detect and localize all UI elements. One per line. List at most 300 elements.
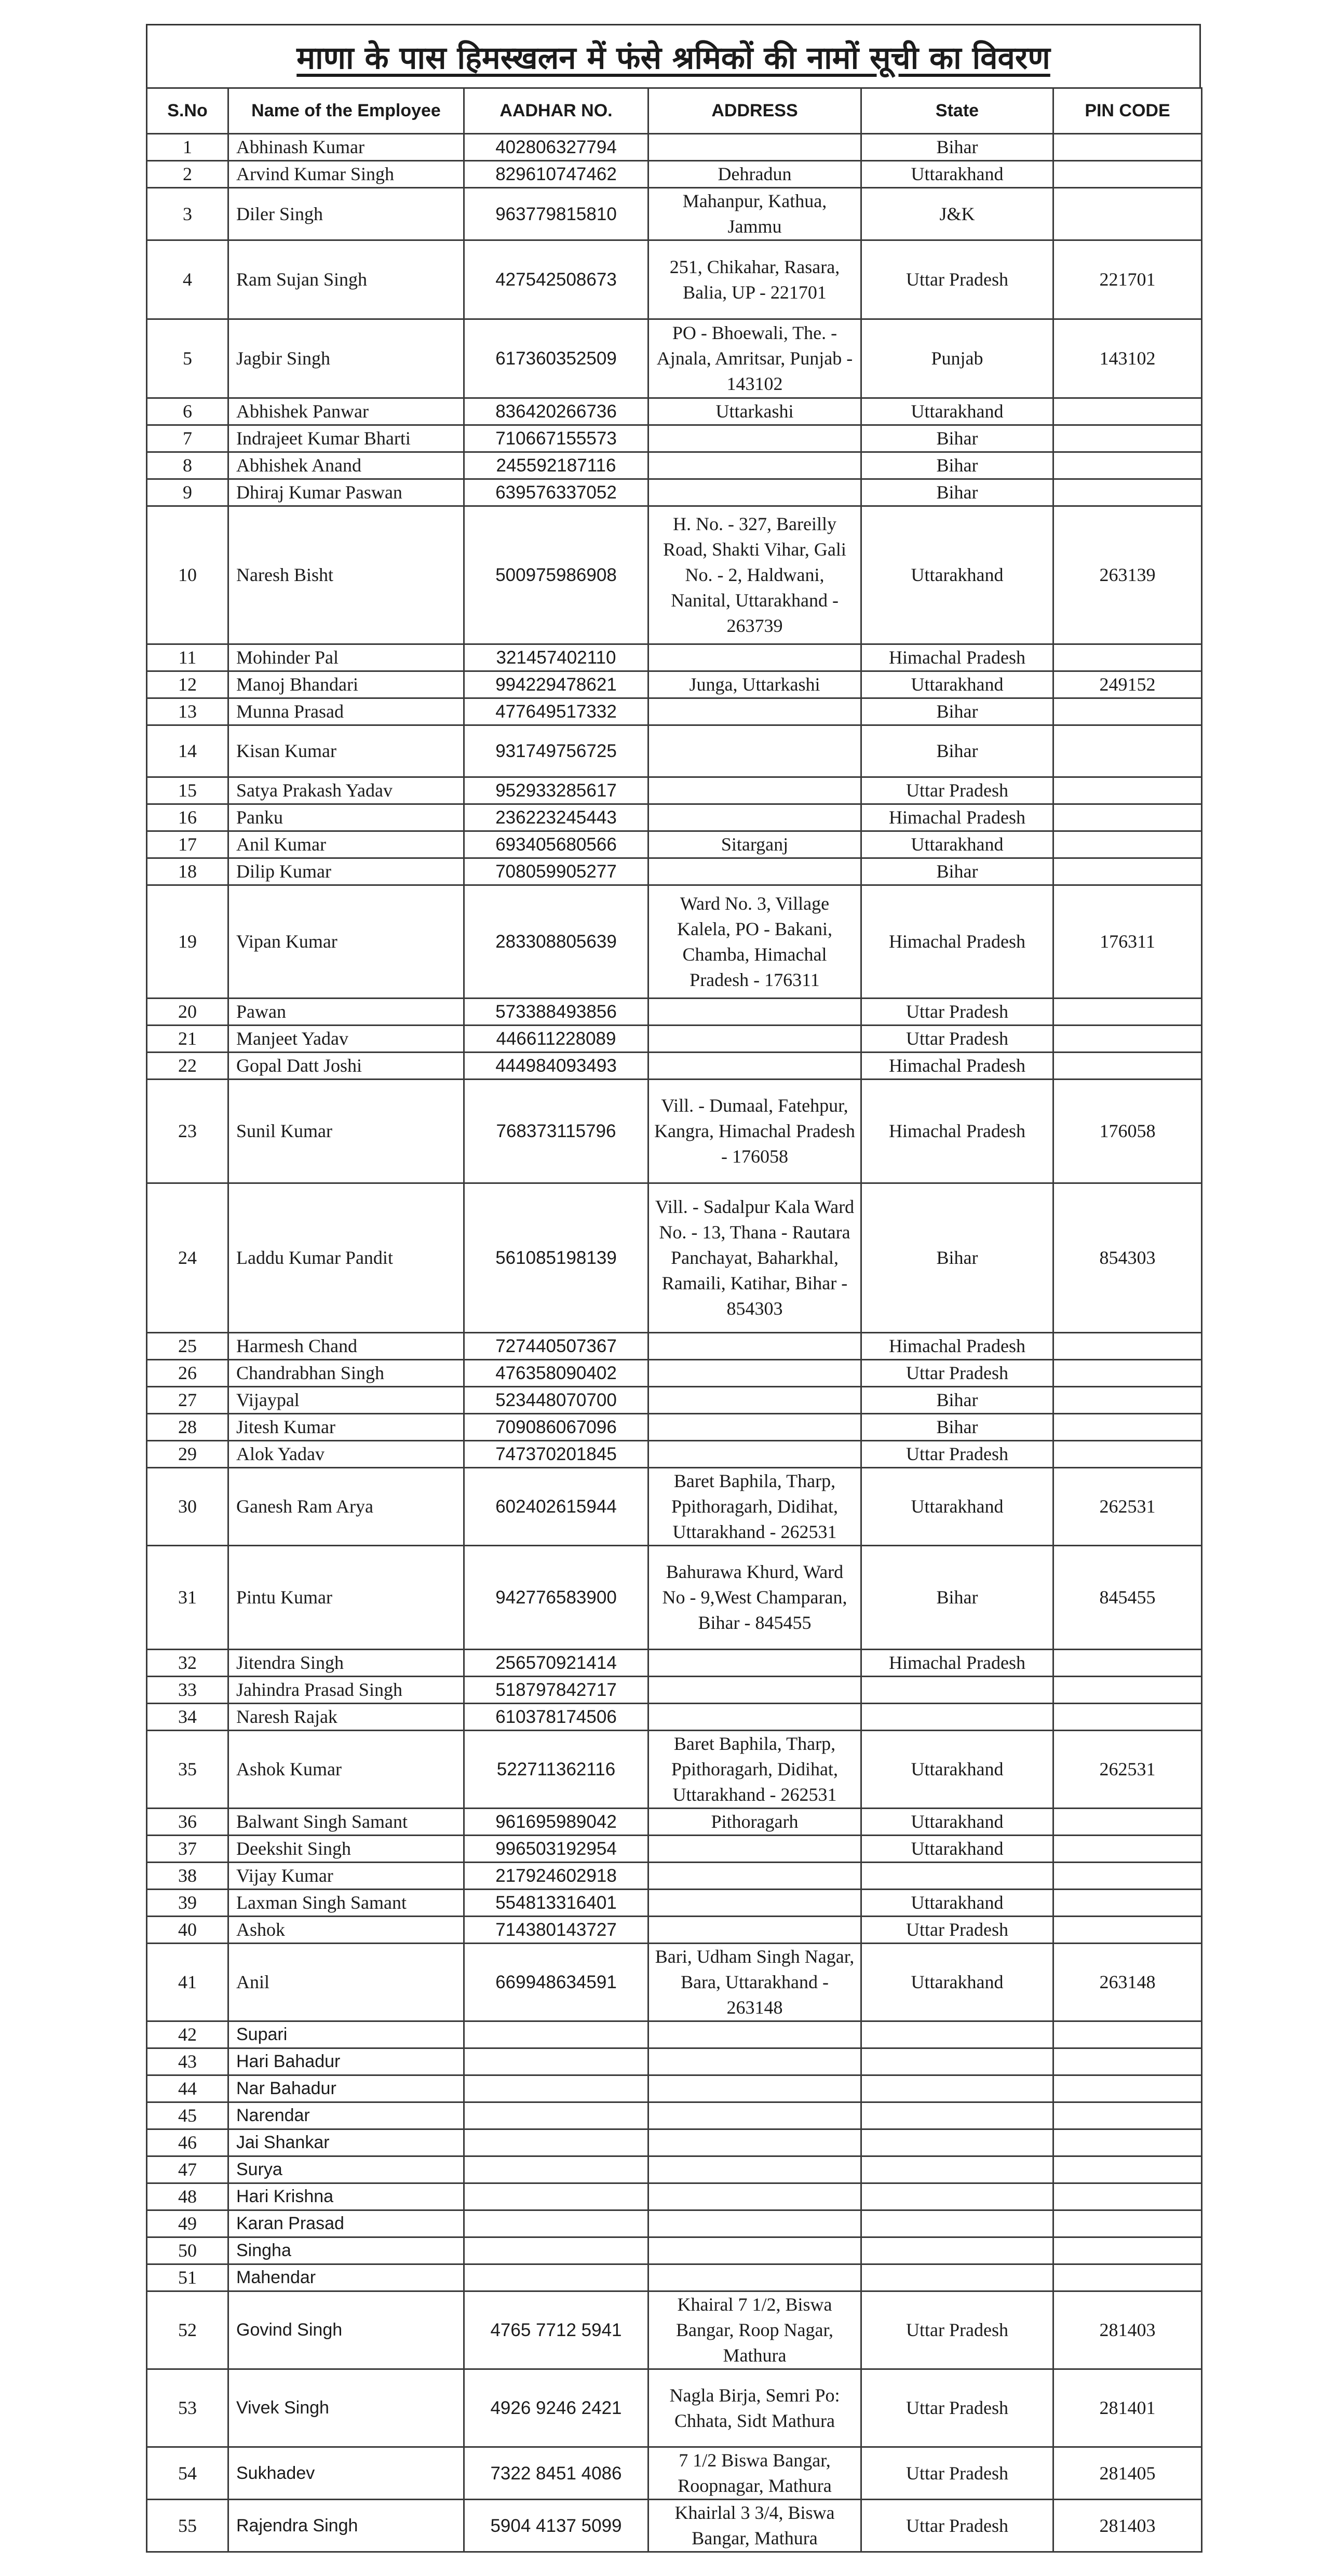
cell-name: Alok Yadav — [228, 1441, 464, 1468]
cell-pin — [1053, 804, 1202, 831]
cell-aadhar: 217924602918 — [464, 1863, 648, 1890]
cell-name: Supari — [228, 2021, 464, 2048]
table-row — [147, 479, 1202, 506]
cell-pin: 281401 — [1053, 2369, 1202, 2447]
cell-address: Ward No. 3, Village Kalela, PO - Bakani, Chamba, Himachal Pradesh - 176311 — [648, 885, 861, 999]
table-row — [147, 1546, 1202, 1650]
cell-pin — [1053, 2237, 1202, 2264]
table-row — [147, 1944, 1202, 2021]
cell-address — [648, 2264, 861, 2291]
cell-aadhar: 477649517332 — [464, 698, 648, 725]
cell-address — [648, 1836, 861, 1863]
cell-sno: 42 — [147, 2021, 228, 2048]
cell-address — [648, 1053, 861, 1080]
table-row — [147, 999, 1202, 1026]
cell-name: Deekshit Singh — [228, 1836, 464, 1863]
header-pin: PIN CODE — [1053, 88, 1202, 134]
cell-aadhar — [464, 2048, 648, 2075]
table-row — [147, 1387, 1202, 1414]
table-row — [147, 2447, 1202, 2500]
cell-pin — [1053, 1333, 1202, 1360]
cell-sno: 22 — [147, 1053, 228, 1080]
cell-address — [648, 777, 861, 804]
table-row — [147, 398, 1202, 425]
cell-sno: 25 — [147, 1333, 228, 1360]
cell-address — [648, 698, 861, 725]
cell-address — [648, 1890, 861, 1917]
cell-state: Uttarakhand — [861, 1731, 1053, 1809]
cell-sno: 43 — [147, 2048, 228, 2075]
cell-state: Uttarakhand — [861, 506, 1053, 644]
cell-pin: 854303 — [1053, 1183, 1202, 1333]
cell-pin: 143102 — [1053, 319, 1202, 398]
cell-state — [861, 1677, 1053, 1704]
cell-address — [648, 1917, 861, 1944]
cell-address — [648, 1441, 861, 1468]
cell-name: Pintu Kumar — [228, 1546, 464, 1650]
cell-address — [648, 1333, 861, 1360]
cell-name: Indrajeet Kumar Bharti — [228, 425, 464, 452]
cell-pin — [1053, 1917, 1202, 1944]
cell-state: Himachal Pradesh — [861, 1080, 1053, 1183]
cell-state: Uttar Pradesh — [861, 1441, 1053, 1468]
cell-state: Uttarakhand — [861, 1809, 1053, 1836]
table-row — [147, 2048, 1202, 2075]
cell-name: Mahendar — [228, 2264, 464, 2291]
cell-name: Abhishek Panwar — [228, 398, 464, 425]
cell-address: Khairlal 3 3/4, Biswa Bangar, Mathura — [648, 2500, 861, 2552]
table-row — [147, 1183, 1202, 1333]
cell-address: Bari, Udham Singh Nagar, Bara, Uttarakhand - 263148 — [648, 1944, 861, 2021]
cell-sno: 16 — [147, 804, 228, 831]
cell-aadhar: 518797842717 — [464, 1677, 648, 1704]
cell-sno: 18 — [147, 858, 228, 885]
cell-sno: 31 — [147, 1546, 228, 1650]
cell-pin — [1053, 398, 1202, 425]
cell-address — [648, 1704, 861, 1731]
cell-aadhar: 952933285617 — [464, 777, 648, 804]
table-row — [147, 161, 1202, 188]
cell-state: Uttar Pradesh — [861, 2369, 1053, 2447]
cell-sno: 48 — [147, 2183, 228, 2210]
table-row — [147, 2369, 1202, 2447]
cell-name: Jitendra Singh — [228, 1650, 464, 1677]
header-aadhar: AADHAR NO. — [464, 88, 648, 134]
cell-pin — [1053, 425, 1202, 452]
cell-pin — [1053, 1026, 1202, 1053]
cell-state: Himachal Pradesh — [861, 804, 1053, 831]
cell-name: Dilip Kumar — [228, 858, 464, 885]
cell-address: PO - Bhoewali, The. - Ajnala, Amritsar, Punjab - 143102 — [648, 319, 861, 398]
cell-state — [861, 2021, 1053, 2048]
cell-sno: 39 — [147, 1890, 228, 1917]
table-row — [147, 1468, 1202, 1546]
cell-name: Narendar — [228, 2102, 464, 2129]
cell-state: Uttar Pradesh — [861, 1917, 1053, 1944]
table-row — [147, 2021, 1202, 2048]
cell-state — [861, 2075, 1053, 2102]
cell-name: Manoj Bhandari — [228, 671, 464, 698]
cell-address: H. No. - 327, Bareilly Road, Shakti Vihar, Gali No. - 2, Haldwani, Nanital, Uttarakhand - 263739 — [648, 506, 861, 644]
cell-aadhar: 931749756725 — [464, 725, 648, 777]
cell-state: Uttarakhand — [861, 161, 1053, 188]
table-row — [147, 885, 1202, 999]
cell-name: Karan Prasad — [228, 2210, 464, 2237]
cell-sno: 23 — [147, 1080, 228, 1183]
cell-state: Bihar — [861, 725, 1053, 777]
cell-aadhar: 5904 4137 5099 — [464, 2500, 648, 2552]
cell-pin — [1053, 1053, 1202, 1080]
table-row — [147, 1026, 1202, 1053]
cell-aadhar: 446611228089 — [464, 1026, 648, 1053]
cell-state: Uttar Pradesh — [861, 2291, 1053, 2369]
cell-state: Bihar — [861, 698, 1053, 725]
cell-sno: 13 — [147, 698, 228, 725]
cell-aadhar: 321457402110 — [464, 644, 648, 671]
cell-state: Bihar — [861, 479, 1053, 506]
cell-pin — [1053, 1387, 1202, 1414]
cell-pin: 845455 — [1053, 1546, 1202, 1650]
cell-state — [861, 2048, 1053, 2075]
cell-pin — [1053, 1836, 1202, 1863]
cell-aadhar: 4765 7712 5941 — [464, 2291, 648, 2369]
cell-pin: 263139 — [1053, 506, 1202, 644]
cell-state: Bihar — [861, 1414, 1053, 1441]
cell-aadhar — [464, 2102, 648, 2129]
cell-address: Dehradun — [648, 161, 861, 188]
cell-aadhar: 561085198139 — [464, 1183, 648, 1333]
table-row — [147, 1836, 1202, 1863]
cell-pin — [1053, 698, 1202, 725]
cell-sno: 2 — [147, 161, 228, 188]
cell-address: Mahanpur, Kathua, Jammu — [648, 188, 861, 240]
cell-sno: 51 — [147, 2264, 228, 2291]
cell-sno: 5 — [147, 319, 228, 398]
cell-name: Naresh Bisht — [228, 506, 464, 644]
cell-name: Abhinash Kumar — [228, 134, 464, 161]
cell-pin — [1053, 134, 1202, 161]
cell-address — [648, 2021, 861, 2048]
cell-pin — [1053, 1650, 1202, 1677]
cell-address — [648, 2102, 861, 2129]
cell-name: Ganesh Ram Arya — [228, 1468, 464, 1546]
cell-address — [648, 134, 861, 161]
cell-name: Singha — [228, 2237, 464, 2264]
cell-aadhar: 444984093493 — [464, 1053, 648, 1080]
cell-sno: 10 — [147, 506, 228, 644]
table-row — [147, 240, 1202, 319]
cell-pin — [1053, 2048, 1202, 2075]
cell-aadhar — [464, 2129, 648, 2156]
cell-name: Sukhadev — [228, 2447, 464, 2500]
cell-name: Nar Bahadur — [228, 2075, 464, 2102]
cell-sno: 55 — [147, 2500, 228, 2552]
cell-address: Uttarkashi — [648, 398, 861, 425]
cell-state: Uttarakhand — [861, 1890, 1053, 1917]
cell-state: Uttar Pradesh — [861, 1360, 1053, 1387]
cell-pin — [1053, 161, 1202, 188]
cell-state: Bihar — [861, 1546, 1053, 1650]
cell-state — [861, 2156, 1053, 2183]
cell-name: Balwant Singh Samant — [228, 1809, 464, 1836]
cell-state: Uttar Pradesh — [861, 2447, 1053, 2500]
cell-sno: 28 — [147, 1414, 228, 1441]
cell-sno: 24 — [147, 1183, 228, 1333]
cell-address — [648, 1863, 861, 1890]
cell-state — [861, 2183, 1053, 2210]
cell-aadhar: 283308805639 — [464, 885, 648, 999]
cell-pin — [1053, 452, 1202, 479]
cell-name: Abhishek Anand — [228, 452, 464, 479]
cell-name: Harmesh Chand — [228, 1333, 464, 1360]
cell-state: Bihar — [861, 425, 1053, 452]
cell-address — [648, 2183, 861, 2210]
table-row — [147, 2075, 1202, 2102]
table-row — [147, 698, 1202, 725]
table-row — [147, 1414, 1202, 1441]
cell-sno: 3 — [147, 188, 228, 240]
cell-aadhar: 768373115796 — [464, 1080, 648, 1183]
cell-address: Sitarganj — [648, 831, 861, 858]
cell-address: Nagla Birja, Semri Po: Chhata, Sidt Mathura — [648, 2369, 861, 2447]
cell-aadhar: 245592187116 — [464, 452, 648, 479]
cell-aadhar: 961695989042 — [464, 1809, 648, 1836]
cell-pin — [1053, 2264, 1202, 2291]
cell-pin — [1053, 2075, 1202, 2102]
cell-pin: 176311 — [1053, 885, 1202, 999]
cell-sno: 49 — [147, 2210, 228, 2237]
table-row — [147, 1809, 1202, 1836]
cell-pin: 281405 — [1053, 2447, 1202, 2500]
cell-pin: 221701 — [1053, 240, 1202, 319]
cell-name: Arvind Kumar Singh — [228, 161, 464, 188]
cell-address — [648, 1650, 861, 1677]
cell-name: Dhiraj Kumar Paswan — [228, 479, 464, 506]
cell-pin — [1053, 1809, 1202, 1836]
header-state: State — [861, 88, 1053, 134]
cell-sno: 41 — [147, 1944, 228, 2021]
table-row — [147, 1360, 1202, 1387]
cell-aadhar — [464, 2210, 648, 2237]
cell-address: Vill. - Sadalpur Kala Ward No. - 13, Thana - Rautara Panchayat, Baharkhal, Ramaili, Katihar, Bihar - 854303 — [648, 1183, 861, 1333]
cell-state — [861, 2102, 1053, 2129]
table-row — [147, 644, 1202, 671]
cell-aadhar: 669948634591 — [464, 1944, 648, 2021]
cell-address — [648, 858, 861, 885]
cell-name: Rajendra Singh — [228, 2500, 464, 2552]
cell-pin — [1053, 1414, 1202, 1441]
cell-pin — [1053, 2156, 1202, 2183]
cell-state: Uttar Pradesh — [861, 240, 1053, 319]
cell-state: Bihar — [861, 452, 1053, 479]
cell-state: Uttarakhand — [861, 671, 1053, 698]
cell-address — [648, 1360, 861, 1387]
cell-sno: 33 — [147, 1677, 228, 1704]
cell-name: Kisan Kumar — [228, 725, 464, 777]
cell-sno: 38 — [147, 1863, 228, 1890]
cell-address: Baret Baphila, Tharp, Ppithoragarh, Didihat, Uttarakhand - 262531 — [648, 1731, 861, 1809]
cell-sno: 34 — [147, 1704, 228, 1731]
cell-pin — [1053, 2129, 1202, 2156]
cell-aadhar: 522711362116 — [464, 1731, 648, 1809]
table-row — [147, 1677, 1202, 1704]
cell-name: Surya — [228, 2156, 464, 2183]
cell-pin — [1053, 725, 1202, 777]
cell-sno: 36 — [147, 1809, 228, 1836]
cell-name: Ashok Kumar — [228, 1731, 464, 1809]
header-row — [147, 88, 1202, 134]
document-title: माणा के पास हिमस्खलन में फंसे श्रमिकों की नामों सूची का विवरण — [296, 39, 1050, 76]
cell-sno: 27 — [147, 1387, 228, 1414]
cell-aadhar: 500975986908 — [464, 506, 648, 644]
cell-name: Jitesh Kumar — [228, 1414, 464, 1441]
cell-pin — [1053, 1677, 1202, 1704]
table-row — [147, 1863, 1202, 1890]
header-name: Name of the Employee — [228, 88, 464, 134]
cell-pin: 263148 — [1053, 1944, 1202, 2021]
cell-pin — [1053, 1704, 1202, 1731]
cell-name: Mohinder Pal — [228, 644, 464, 671]
table-row — [147, 777, 1202, 804]
cell-sno: 46 — [147, 2129, 228, 2156]
cell-address — [648, 452, 861, 479]
table-row — [147, 1053, 1202, 1080]
cell-pin — [1053, 1863, 1202, 1890]
cell-name: Jagbir Singh — [228, 319, 464, 398]
table-row — [147, 2291, 1202, 2369]
cell-aadhar: 402806327794 — [464, 134, 648, 161]
table-row — [147, 1650, 1202, 1677]
cell-sno: 17 — [147, 831, 228, 858]
table-row — [147, 506, 1202, 644]
cell-aadhar: 714380143727 — [464, 1917, 648, 1944]
cell-aadhar: 727440507367 — [464, 1333, 648, 1360]
cell-state: Uttarakhand — [861, 831, 1053, 858]
cell-pin: 262531 — [1053, 1468, 1202, 1546]
cell-name: Satya Prakash Yadav — [228, 777, 464, 804]
cell-aadhar: 639576337052 — [464, 479, 648, 506]
cell-name: Ashok — [228, 1917, 464, 1944]
cell-sno: 54 — [147, 2447, 228, 2500]
table-row — [147, 2102, 1202, 2129]
table-row — [147, 725, 1202, 777]
table-row — [147, 858, 1202, 885]
cell-sno: 45 — [147, 2102, 228, 2129]
table-row — [147, 188, 1202, 240]
cell-state: Bihar — [861, 134, 1053, 161]
cell-sno: 32 — [147, 1650, 228, 1677]
table-row — [147, 2156, 1202, 2183]
cell-aadhar: 829610747462 — [464, 161, 648, 188]
table-row — [147, 1080, 1202, 1183]
cell-pin: 176058 — [1053, 1080, 1202, 1183]
table-row — [147, 1333, 1202, 1360]
cell-name: Hari Krishna — [228, 2183, 464, 2210]
cell-sno: 26 — [147, 1360, 228, 1387]
cell-state: J&K — [861, 188, 1053, 240]
cell-name: Hari Bahadur — [228, 2048, 464, 2075]
cell-aadhar: 476358090402 — [464, 1360, 648, 1387]
cell-sno: 29 — [147, 1441, 228, 1468]
table-row — [147, 2264, 1202, 2291]
cell-aadhar — [464, 2075, 648, 2102]
cell-pin — [1053, 2021, 1202, 2048]
cell-name: Diler Singh — [228, 188, 464, 240]
cell-pin — [1053, 999, 1202, 1026]
header-address: ADDRESS — [648, 88, 861, 134]
cell-sno: 4 — [147, 240, 228, 319]
cell-aadhar: 747370201845 — [464, 1441, 648, 1468]
cell-aadhar: 963779815810 — [464, 188, 648, 240]
cell-sno: 9 — [147, 479, 228, 506]
cell-pin: 281403 — [1053, 2291, 1202, 2369]
cell-address: Khairal 7 1/2, Biswa Bangar, Roop Nagar, Mathura — [648, 2291, 861, 2369]
cell-sno: 1 — [147, 134, 228, 161]
employee-table — [146, 87, 1202, 2553]
cell-aadhar: 708059905277 — [464, 858, 648, 885]
cell-address — [648, 999, 861, 1026]
table-row — [147, 425, 1202, 452]
cell-state — [861, 2237, 1053, 2264]
cell-name: Sunil Kumar — [228, 1080, 464, 1183]
cell-state: Himachal Pradesh — [861, 1650, 1053, 1677]
cell-state: Bihar — [861, 858, 1053, 885]
cell-pin — [1053, 1360, 1202, 1387]
cell-aadhar: 836420266736 — [464, 398, 648, 425]
cell-name: Vipan Kumar — [228, 885, 464, 999]
cell-state — [861, 2264, 1053, 2291]
cell-name: Manjeet Yadav — [228, 1026, 464, 1053]
table-body — [147, 134, 1202, 2552]
cell-state: Uttarakhand — [861, 1944, 1053, 2021]
cell-sno: 47 — [147, 2156, 228, 2183]
cell-state: Uttarakhand — [861, 1836, 1053, 1863]
table-row — [147, 1890, 1202, 1917]
cell-aadhar: 256570921414 — [464, 1650, 648, 1677]
cell-name: Naresh Rajak — [228, 1704, 464, 1731]
cell-pin — [1053, 2102, 1202, 2129]
cell-address — [648, 2156, 861, 2183]
cell-state: Bihar — [861, 1183, 1053, 1333]
cell-sno: 20 — [147, 999, 228, 1026]
cell-sno: 12 — [147, 671, 228, 698]
cell-aadhar: 554813316401 — [464, 1890, 648, 1917]
cell-aadhar: 7322 8451 4086 — [464, 2447, 648, 2500]
cell-address — [648, 1387, 861, 1414]
cell-pin: 281403 — [1053, 2500, 1202, 2552]
employee-list-document — [146, 24, 1201, 2548]
cell-address — [648, 1677, 861, 1704]
cell-name: Vivek Singh — [228, 2369, 464, 2447]
cell-state: Uttarakhand — [861, 1468, 1053, 1546]
cell-address — [648, 2075, 861, 2102]
cell-pin: 262531 — [1053, 1731, 1202, 1809]
cell-sno: 35 — [147, 1731, 228, 1809]
cell-aadhar: 573388493856 — [464, 999, 648, 1026]
table-row — [147, 2129, 1202, 2156]
cell-sno: 21 — [147, 1026, 228, 1053]
cell-sno: 8 — [147, 452, 228, 479]
cell-state — [861, 1863, 1053, 1890]
cell-state: Himachal Pradesh — [861, 1053, 1053, 1080]
table-row — [147, 1704, 1202, 1731]
header-sno: S.No — [147, 88, 228, 134]
table-row — [147, 134, 1202, 161]
cell-sno: 7 — [147, 425, 228, 452]
table-row — [147, 804, 1202, 831]
table-row — [147, 1441, 1202, 1468]
cell-aadhar — [464, 2021, 648, 2048]
